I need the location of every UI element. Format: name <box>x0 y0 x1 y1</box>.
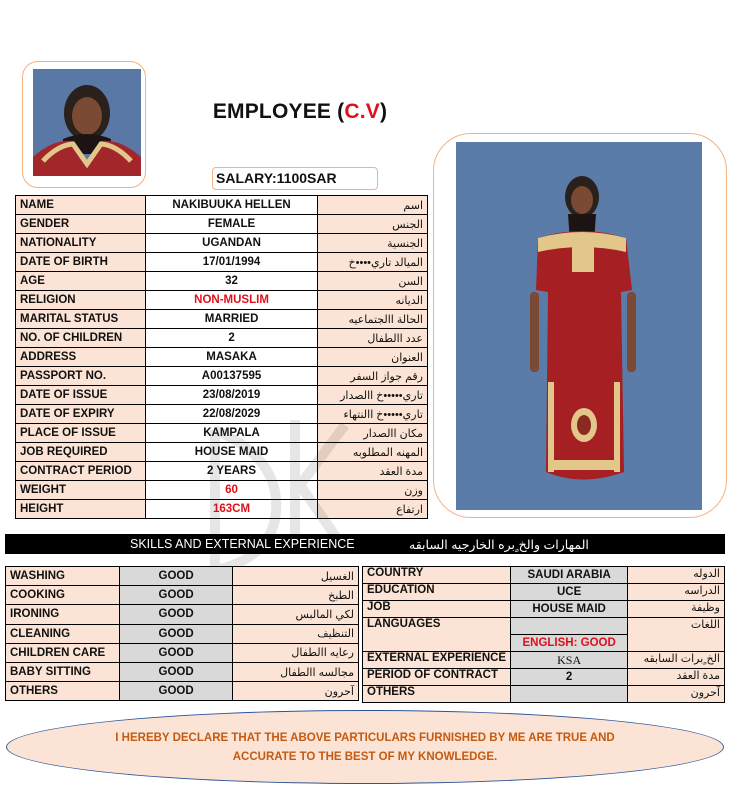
field-value: NAKIBUUKA HELLEN <box>145 196 317 215</box>
portrait-photo-frame <box>22 61 146 188</box>
field-label-arabic: مجالسه االطفال <box>233 662 359 681</box>
field-label: ADDRESS <box>16 348 146 367</box>
section-title-english: SKILLS AND EXTERNAL EXPERIENCE <box>130 537 355 551</box>
country-label-arabic: الدوله <box>628 567 725 584</box>
field-value: 163CM <box>145 500 317 519</box>
experience-table <box>362 566 725 703</box>
field-label-arabic: التنظيف <box>233 624 359 643</box>
field-label: RELIGION <box>16 291 146 310</box>
table-row <box>16 291 428 310</box>
field-label-arabic: السن <box>318 272 428 291</box>
field-label: CLEANING <box>6 624 120 643</box>
declaration-line-1: I HEREBY DECLARE THAT THE ABOVE PARTICULARS FURNISHED BY ME ARE TRUE AND <box>115 732 615 744</box>
languages-label: LANGUAGES <box>363 618 511 652</box>
education-label: EDUCATION <box>363 584 511 601</box>
field-value: 17/01/1994 <box>145 253 317 272</box>
field-value: UGANDAN <box>145 234 317 253</box>
field-value: 2 YEARS <box>145 462 317 481</box>
table-row <box>16 253 428 272</box>
external-experience-value: KSA <box>511 652 628 669</box>
field-label: PASSPORT NO. <box>16 367 146 386</box>
field-value: 32 <box>145 272 317 291</box>
field-label-arabic: وزن <box>318 481 428 500</box>
table-row <box>6 643 359 662</box>
field-value: 2 <box>145 329 317 348</box>
field-label-arabic: تاري•••••خ االنتهاء <box>318 405 428 424</box>
education-value: UCE <box>511 584 628 601</box>
table-row <box>16 481 428 500</box>
field-value: KAMPALA <box>145 424 317 443</box>
job-label: JOB <box>363 601 511 618</box>
table-row <box>16 272 428 291</box>
section-title-arabic: المهارات والخ ٍبره الخارجيه السابقه <box>409 538 589 552</box>
field-value: NON-MUSLIM <box>145 291 317 310</box>
field-label: COOKING <box>6 586 120 605</box>
field-label-arabic: مكان االصدار <box>318 424 428 443</box>
table-row <box>16 234 428 253</box>
period-label: PERIOD OF CONTRACT <box>363 669 511 686</box>
field-label-arabic: الديانه <box>318 291 428 310</box>
skills-table <box>5 566 359 701</box>
table-row <box>6 682 359 701</box>
field-label: GENDER <box>16 215 146 234</box>
salary-box: SALARY:1100SAR <box>212 167 378 190</box>
field-label-arabic: تاري•••••خ االصدار <box>318 386 428 405</box>
field-label: BABY SITTING <box>6 662 120 681</box>
field-label-arabic: عدد االطفال <box>318 329 428 348</box>
table-row <box>16 424 428 443</box>
country-value: SAUDI ARABIA <box>511 567 628 584</box>
table-row <box>16 367 428 386</box>
field-label: WASHING <box>6 567 120 586</box>
table-row <box>16 462 428 481</box>
table-row <box>363 618 725 635</box>
table-row <box>16 310 428 329</box>
field-label-arabic: مدة العقد <box>318 462 428 481</box>
field-value: GOOD <box>119 662 232 681</box>
personal-details-table <box>15 195 428 519</box>
job-value: HOUSE MAID <box>511 601 628 618</box>
table-row <box>6 586 359 605</box>
table-row <box>16 196 428 215</box>
field-label: DATE OF BIRTH <box>16 253 146 272</box>
period-value: 2 <box>511 669 628 686</box>
table-row <box>363 669 725 686</box>
field-label-arabic: العنوان <box>318 348 428 367</box>
table-row <box>6 624 359 643</box>
field-label: NATIONALITY <box>16 234 146 253</box>
job-label-arabic: وظيفة <box>628 601 725 618</box>
field-value: GOOD <box>119 567 232 586</box>
field-value: GOOD <box>119 586 232 605</box>
field-value: 22/08/2029 <box>145 405 317 424</box>
field-label: CHILDREN CARE <box>6 643 120 662</box>
field-value: FEMALE <box>145 215 317 234</box>
table-row <box>16 443 428 462</box>
table-row <box>16 348 428 367</box>
field-label-arabic: الغسيل <box>233 567 359 586</box>
field-label: HEIGHT <box>16 500 146 519</box>
field-label-arabic: الحالة االجتماعيه <box>318 310 428 329</box>
field-value: GOOD <box>119 624 232 643</box>
full-body-photo-frame <box>433 133 727 518</box>
others-value <box>511 686 628 703</box>
field-value: HOUSE MAID <box>145 443 317 462</box>
declaration-line-2: ACCURATE TO THE BEST OF MY KNOWLEDGE. <box>232 751 498 763</box>
table-row <box>363 686 725 703</box>
table-row <box>363 652 725 669</box>
field-label-arabic: لكي المالبس <box>233 605 359 624</box>
field-label: OTHERS <box>6 682 120 701</box>
languages-value-2: ENGLISH: GOOD <box>511 635 628 652</box>
field-label-arabic: اسم <box>318 196 428 215</box>
table-row <box>16 500 428 519</box>
page-title: EMPLOYEE (C.V) <box>212 100 388 123</box>
table-row <box>6 605 359 624</box>
field-label-arabic: المهنه المطلوبه <box>318 443 428 462</box>
field-label-arabic: رعايه االطفال <box>233 643 359 662</box>
field-value: GOOD <box>119 643 232 662</box>
education-label-arabic: الدراسه <box>628 584 725 601</box>
field-label: NAME <box>16 196 146 215</box>
declaration-ellipse <box>6 710 724 784</box>
table-row <box>363 584 725 601</box>
field-label: DATE OF EXPIRY <box>16 405 146 424</box>
field-label: AGE <box>16 272 146 291</box>
field-value: GOOD <box>119 605 232 624</box>
title-accent: C.V <box>344 100 380 123</box>
field-value: MASAKA <box>145 348 317 367</box>
field-label: JOB REQUIRED <box>16 443 146 462</box>
field-label-arabic: الميالد تاري••••خ <box>318 253 428 272</box>
table-row <box>16 386 428 405</box>
table-row <box>6 662 359 681</box>
table-row <box>363 567 725 584</box>
table-row <box>6 567 359 586</box>
table-row <box>16 329 428 348</box>
country-label: COUNTRY <box>363 567 511 584</box>
external-experience-label: EXTERNAL EXPERIENCE <box>363 652 511 669</box>
skills-section-header <box>5 534 725 554</box>
table-row <box>363 601 725 618</box>
field-value: 60 <box>145 481 317 500</box>
field-label: NO. OF CHILDREN <box>16 329 146 348</box>
field-label-arabic: آحرون <box>233 682 359 701</box>
field-label: CONTRACT PERIOD <box>16 462 146 481</box>
field-value: 23/08/2019 <box>145 386 317 405</box>
field-label: PLACE OF ISSUE <box>16 424 146 443</box>
others-label-arabic: آحرون <box>628 686 725 703</box>
field-label: WEIGHT <box>16 481 146 500</box>
field-label: MARITAL STATUS <box>16 310 146 329</box>
field-label-arabic: الطبخ <box>233 586 359 605</box>
table-row <box>16 405 428 424</box>
field-label-arabic: الجنسية <box>318 234 428 253</box>
full-body-photo <box>456 142 702 510</box>
languages-label-arabic: اللغات <box>628 618 725 652</box>
period-label-arabic: مدة العقد <box>628 669 725 686</box>
field-label-arabic: ارتفاع <box>318 500 428 519</box>
field-value: A00137595 <box>145 367 317 386</box>
field-label: IRONING <box>6 605 120 624</box>
field-label: DATE OF ISSUE <box>16 386 146 405</box>
others-label: OTHERS <box>363 686 511 703</box>
field-value: MARRIED <box>145 310 317 329</box>
table-row <box>16 215 428 234</box>
field-label-arabic: رقم جواز السفر <box>318 367 428 386</box>
field-label-arabic: الجنس <box>318 215 428 234</box>
field-value: GOOD <box>119 682 232 701</box>
languages-value-1 <box>511 618 628 635</box>
portrait-photo <box>33 69 141 176</box>
external-experience-label-arabic: الخ ٍبرات السابقه <box>628 652 725 669</box>
